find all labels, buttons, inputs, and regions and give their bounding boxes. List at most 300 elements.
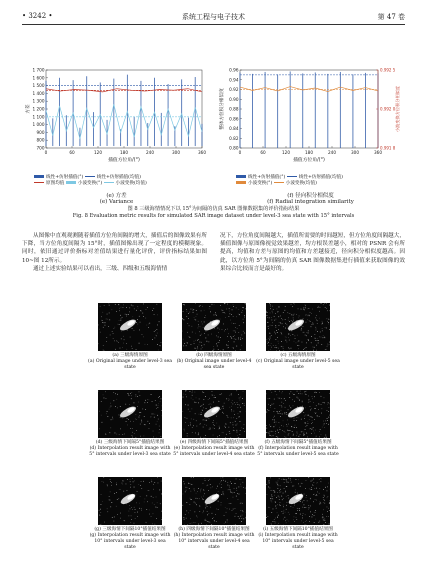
- speckle: [148, 421, 149, 422]
- header-rule: [22, 24, 405, 25]
- speckle: [268, 487, 269, 488]
- speckle: [268, 433, 269, 434]
- speckle: [295, 492, 296, 493]
- speckle: [152, 414, 153, 415]
- x-tick-label: 360: [198, 150, 206, 155]
- speckle: [218, 501, 219, 502]
- sar-image-svg: [98, 303, 162, 351]
- speckle: [274, 416, 275, 417]
- speckle: [299, 400, 300, 401]
- speckle: [203, 392, 204, 393]
- figure-caption-zh: 图 8 三级海情情况下以 15°为间隔的仿真 SAR 图像数据集的评价指标结果: [127, 206, 300, 212]
- speckle: [233, 417, 234, 418]
- similarity-chart: [218, 64, 403, 174]
- speckle: [123, 305, 124, 306]
- speckle: [324, 397, 325, 398]
- speckle: [234, 339, 235, 340]
- speckle: [203, 427, 204, 428]
- speckle: [279, 398, 280, 399]
- speckle: [187, 436, 188, 437]
- sar-image-svg: [266, 477, 330, 525]
- speckle: [226, 434, 227, 435]
- speckle: [284, 488, 285, 489]
- speckle: [206, 408, 207, 409]
- speckle: [244, 431, 245, 432]
- speckle: [309, 429, 310, 430]
- speckle: [283, 519, 284, 520]
- speckle: [201, 489, 202, 490]
- speckle: [270, 345, 271, 346]
- speckle: [185, 418, 186, 419]
- speckle: [311, 433, 312, 434]
- speckle: [279, 490, 280, 491]
- speckle: [155, 330, 156, 331]
- speckle: [286, 412, 287, 413]
- speckle: [279, 497, 280, 498]
- speckle: [329, 310, 330, 311]
- speckle: [302, 507, 303, 508]
- speckle: [195, 433, 196, 434]
- speckle: [212, 518, 213, 519]
- speckle: [99, 329, 100, 330]
- speckle: [313, 494, 314, 495]
- speckle: [317, 320, 318, 321]
- speckle: [274, 422, 275, 423]
- speckle: [319, 521, 320, 522]
- speckle: [230, 314, 231, 315]
- subcaption-en: (e) Variance: [99, 199, 134, 205]
- speckle: [130, 337, 131, 338]
- speckle: [304, 500, 305, 501]
- speckle: [238, 404, 239, 405]
- speckle: [222, 310, 223, 311]
- speckle: [192, 523, 193, 524]
- speckle: [234, 411, 235, 412]
- speckle: [269, 303, 270, 304]
- speckle: [327, 497, 328, 498]
- speckle: [243, 511, 244, 512]
- speckle: [277, 517, 278, 518]
- speckle: [308, 331, 309, 332]
- speckle: [285, 520, 286, 521]
- speckle: [195, 303, 196, 304]
- y-tick-label: 1 100: [32, 114, 45, 120]
- x-tick-label: 180: [305, 150, 313, 155]
- speckle: [276, 394, 277, 395]
- speckle: [120, 429, 121, 430]
- speckle: [143, 316, 144, 317]
- speckle: [101, 316, 102, 317]
- speckle: [304, 310, 305, 311]
- speckle: [307, 425, 308, 426]
- speckle: [219, 426, 220, 427]
- speckle: [193, 477, 194, 478]
- speckle: [105, 325, 106, 326]
- speckle: [309, 315, 310, 316]
- speckle: [129, 404, 130, 405]
- speckle: [128, 419, 129, 420]
- page-number: • 3242 •: [22, 12, 53, 20]
- speckle: [311, 423, 312, 424]
- speckle: [291, 482, 292, 483]
- speckle: [207, 341, 208, 342]
- sar-image-svg: [182, 303, 246, 351]
- sar-image-svg: [266, 303, 330, 351]
- speckle: [285, 512, 286, 513]
- x-tick-label: 60: [260, 150, 266, 155]
- speckle: [296, 417, 297, 418]
- speckle: [287, 520, 288, 521]
- speckle: [193, 419, 194, 420]
- grid-cell: [256, 303, 340, 390]
- speckle: [316, 500, 317, 501]
- speckle: [304, 348, 305, 349]
- speckle: [310, 506, 311, 507]
- speckle: [137, 516, 138, 517]
- speckle: [294, 521, 295, 522]
- speckle: [320, 503, 321, 504]
- speckle: [111, 419, 112, 420]
- speckle: [275, 522, 276, 523]
- speckle: [199, 506, 200, 507]
- speckle: [184, 519, 185, 520]
- speckle: [288, 409, 289, 410]
- speckle: [217, 486, 218, 487]
- speckle: [269, 410, 270, 411]
- speckle: [275, 334, 276, 335]
- speckle: [298, 393, 299, 394]
- speckle: [274, 411, 275, 412]
- speckle: [149, 400, 150, 401]
- speckle: [322, 427, 323, 428]
- speckle: [242, 403, 243, 404]
- speckle: [186, 345, 187, 346]
- speckle: [212, 513, 213, 514]
- speckle: [289, 397, 290, 398]
- speckle: [234, 524, 235, 525]
- speckle: [221, 484, 222, 485]
- speckle: [194, 343, 195, 344]
- speckle: [145, 499, 146, 500]
- speckle: [308, 505, 309, 506]
- speckle: [161, 481, 162, 482]
- speckle: [285, 432, 286, 433]
- speckle: [305, 308, 306, 309]
- speckle: [195, 348, 196, 349]
- speckle: [325, 307, 326, 308]
- speckle: [243, 319, 244, 320]
- speckle: [309, 308, 310, 309]
- speckle: [223, 324, 224, 325]
- image-caption-en: (c) Original image under level-5 sea state: [256, 359, 340, 370]
- speckle: [196, 420, 197, 421]
- speckle: [309, 315, 310, 316]
- speckle: [304, 435, 305, 436]
- speckle: [186, 511, 187, 512]
- speckle: [316, 412, 317, 413]
- speckle: [306, 391, 307, 392]
- speckle: [149, 482, 150, 483]
- speckle: [206, 338, 207, 339]
- speckle: [316, 329, 317, 330]
- speckle: [287, 324, 288, 325]
- speckle: [288, 430, 289, 431]
- sar-image-svg: [182, 390, 246, 438]
- speckle: [136, 414, 137, 415]
- speckle: [159, 433, 160, 434]
- speckle: [158, 419, 159, 420]
- speckle: [316, 405, 317, 406]
- speckle: [187, 433, 188, 434]
- speckle: [321, 396, 322, 397]
- speckle: [314, 347, 315, 348]
- speckle: [307, 309, 308, 310]
- speckle: [314, 338, 315, 339]
- speckle: [153, 431, 154, 432]
- speckle: [145, 409, 146, 410]
- speckle: [109, 313, 110, 314]
- speckle: [268, 328, 269, 329]
- speckle: [242, 312, 243, 313]
- speckle: [101, 320, 102, 321]
- speckle: [233, 430, 234, 431]
- speckle: [110, 428, 111, 429]
- speckle: [204, 490, 205, 491]
- speckle: [149, 423, 150, 424]
- speckle: [272, 502, 273, 503]
- speckle: [157, 344, 158, 345]
- speckle: [104, 522, 105, 523]
- speckle: [311, 343, 312, 344]
- speckle: [298, 479, 299, 480]
- speckle: [282, 391, 283, 392]
- speckle: [309, 521, 310, 522]
- speckle: [232, 400, 233, 401]
- speckle: [101, 401, 102, 402]
- speckle: [130, 509, 131, 510]
- sar-image-svg: [182, 477, 246, 525]
- speckle: [203, 499, 204, 500]
- speckle: [267, 342, 268, 343]
- speckle: [312, 514, 313, 515]
- speckle: [161, 494, 162, 495]
- speckle: [191, 477, 192, 478]
- speckle: [227, 520, 228, 521]
- speckle: [288, 495, 289, 496]
- speckle: [294, 304, 295, 305]
- speckle: [130, 421, 131, 422]
- speckle: [116, 434, 117, 435]
- speckle: [107, 319, 108, 320]
- speckle: [240, 397, 241, 398]
- x-axis-label: 插值方位角/(°): [108, 158, 140, 163]
- speckle: [207, 506, 208, 507]
- speckle: [306, 520, 307, 521]
- speckle: [210, 312, 211, 313]
- speckle: [239, 518, 240, 519]
- speckle: [233, 336, 234, 337]
- speckle: [214, 425, 215, 426]
- speckle: [193, 312, 194, 313]
- speckle: [278, 316, 279, 317]
- speckle: [270, 325, 271, 326]
- speckle: [244, 519, 245, 520]
- speckle: [319, 488, 320, 489]
- speckle: [202, 410, 203, 411]
- speckle: [304, 423, 305, 424]
- speckle: [152, 310, 153, 311]
- speckle: [295, 338, 296, 339]
- speckle: [277, 516, 278, 517]
- speckle: [323, 520, 324, 521]
- speckle: [214, 349, 215, 350]
- speckle: [149, 490, 150, 491]
- speckle: [294, 418, 295, 419]
- speckle: [325, 421, 326, 422]
- speckle: [189, 483, 190, 484]
- speckle: [278, 329, 279, 330]
- sar-image: [182, 477, 246, 525]
- speckle: [161, 410, 162, 411]
- speckle: [211, 334, 212, 335]
- speckle: [319, 392, 320, 393]
- speckle: [316, 483, 317, 484]
- speckle: [323, 425, 324, 426]
- speckle: [276, 508, 277, 509]
- speckle: [233, 316, 234, 317]
- speckle: [155, 400, 156, 401]
- speckle: [325, 327, 326, 328]
- speckle: [101, 494, 102, 495]
- speckle: [137, 491, 138, 492]
- speckle: [157, 507, 158, 508]
- speckle: [219, 428, 220, 429]
- speckle: [276, 482, 277, 483]
- speckle: [316, 392, 317, 393]
- speckle: [244, 315, 245, 316]
- speckle: [282, 334, 283, 335]
- speckle: [303, 435, 304, 436]
- speckle: [272, 320, 273, 321]
- speckle: [231, 483, 232, 484]
- image-caption-zh: (a) 三级海情原图: [112, 353, 148, 358]
- speckle: [239, 479, 240, 480]
- speckle: [278, 422, 279, 423]
- speckle: [127, 479, 128, 480]
- speckle: [208, 335, 209, 336]
- speckle: [194, 490, 195, 491]
- speckle: [280, 492, 281, 493]
- speckle: [278, 341, 279, 342]
- speckle: [226, 512, 227, 513]
- sar-image-svg: [98, 390, 162, 438]
- speckle: [282, 511, 283, 512]
- speckle: [279, 350, 280, 351]
- speckle: [100, 332, 101, 333]
- speckle: [227, 416, 228, 417]
- speckle: [291, 348, 292, 349]
- speckle: [100, 515, 101, 516]
- speckle: [283, 350, 284, 351]
- speckle: [309, 489, 310, 490]
- speckle: [244, 317, 245, 318]
- speckle: [275, 431, 276, 432]
- speckle: [231, 402, 232, 403]
- speckle: [116, 484, 117, 485]
- speckle: [303, 318, 304, 319]
- speckle: [192, 427, 193, 428]
- speckle: [321, 344, 322, 345]
- variance-chart-svg: [24, 64, 209, 174]
- speckle: [134, 433, 135, 434]
- speckle: [212, 395, 213, 396]
- speckle: [183, 346, 184, 347]
- speckle: [322, 408, 323, 409]
- speckle: [186, 397, 187, 398]
- speckle: [239, 487, 240, 488]
- speckle: [319, 404, 320, 405]
- speckle: [115, 304, 116, 305]
- speckle: [313, 347, 314, 348]
- speckle: [297, 345, 298, 346]
- speckle: [207, 515, 208, 516]
- speckle: [312, 309, 313, 310]
- speckle: [324, 427, 325, 428]
- speckle: [201, 322, 202, 323]
- y-axis-label: 方差: [26, 104, 31, 114]
- speckle: [289, 514, 290, 515]
- speckle: [145, 402, 146, 403]
- speckle: [111, 482, 112, 483]
- speckle: [309, 508, 310, 509]
- speckle: [320, 429, 321, 430]
- speckle: [286, 505, 287, 506]
- speckle: [295, 425, 296, 426]
- speckle: [328, 483, 329, 484]
- speckle: [236, 490, 237, 491]
- speckle: [314, 522, 315, 523]
- speckle: [270, 488, 271, 489]
- speckle: [314, 488, 315, 489]
- speckle: [226, 309, 227, 310]
- speckle: [153, 513, 154, 514]
- speckle: [122, 418, 123, 419]
- legend-entry: 线性+仿射插值(°): [248, 175, 286, 180]
- speckle: [310, 401, 311, 402]
- speckle: [192, 432, 193, 433]
- speckle: [270, 313, 271, 314]
- speckle: [312, 480, 313, 481]
- speckle: [204, 419, 205, 420]
- speckle: [292, 306, 293, 307]
- speckle: [312, 396, 313, 397]
- speckle: [161, 436, 162, 437]
- speckle: [240, 430, 241, 431]
- speckle: [321, 324, 322, 325]
- speckle: [276, 327, 277, 328]
- speckle: [207, 521, 208, 522]
- speckle: [142, 409, 143, 410]
- speckle: [286, 437, 287, 438]
- speckle: [201, 342, 202, 343]
- speckle: [285, 310, 286, 311]
- speckle: [190, 504, 191, 505]
- speckle: [312, 517, 313, 518]
- speckle: [126, 421, 127, 422]
- speckle: [324, 337, 325, 338]
- speckle: [269, 340, 270, 341]
- speckle: [268, 507, 269, 508]
